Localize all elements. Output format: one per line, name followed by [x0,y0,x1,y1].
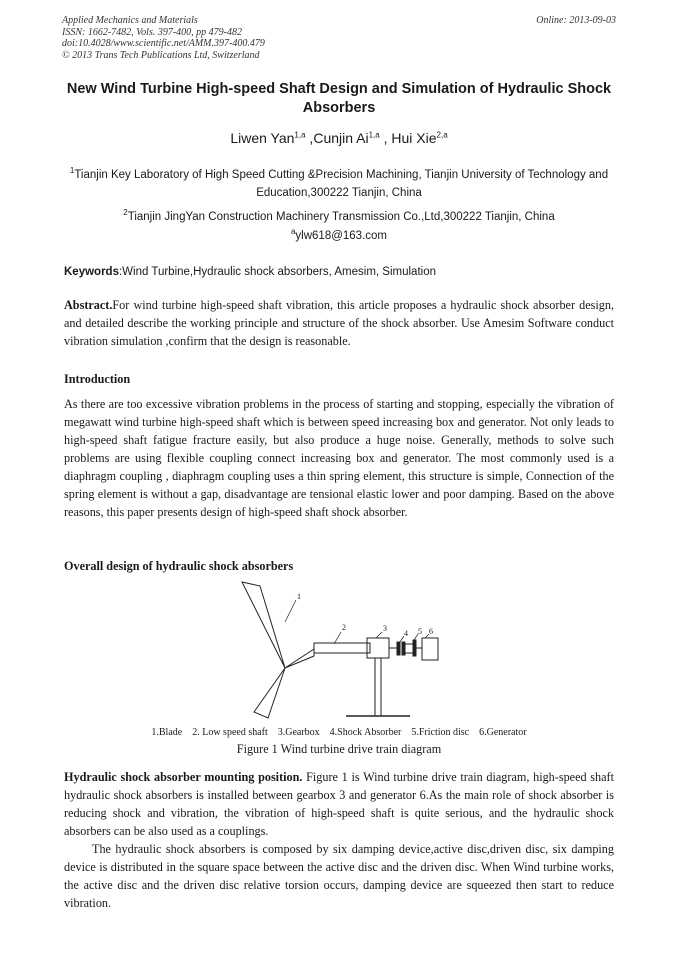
author-sup: 1,a [294,130,306,140]
journal-name: Applied Mechanics and Materials [62,15,198,26]
label-2: 2 [342,623,346,632]
shock-absorber [405,644,413,653]
figure-legend: 1.Blade 2. Low speed shaft 3.Gearbox 4.Shock Absorber 5.Friction disc 6.Generator [151,727,527,738]
doi-line: doi:10.4028/www.scientific.net/AMM.397-400.479 [62,38,265,49]
label-6: 6 [429,627,433,636]
author-sup: 2,a [436,130,448,140]
leader-1 [285,600,296,622]
paper-title: New Wind Turbine High-speed Shaft Design and Simulation of Hydraulic Shock Absorbers [66,81,612,116]
abstract-text: For wind turbine high-speed shaft vibration, this article proposes a hydraulic shock absorber design, and detailed describe the working principle and structure of the shock absorber. Use Amesim Software conduct vibration simulation ,confirm that the design is reasonable. [64,298,614,348]
email-sup: a [290,227,296,237]
affiliation-2 [60,208,618,226]
issn-line: ISSN: 1662-7482, Vols. 397-400, pp 479-482 [62,26,242,38]
introduction-text: As there are too excessive vibration problems in the process of starting and stopping, especially the vibration of megawatt wind turbine high-speed shaft which is between speed increasing box and generator. Not only leads to high-speed shaft fatigue fracture easily, but also produce a huge noise. Generally, methods to solve such problems are using flexible coupling connect increasing box and generator. The most commonly used is a diaphragm coupling , diaphragm coupling uses a thin spring element, this structure is simple, Connection of the spring element is without a gap, disadvantage are tensional elastic lower and poor damping. Based on the above reasons, this paper presents design of high-speed shaft shock absorber. [64,397,614,519]
mounting-label: Hydraulic shock absorber mounting position. [64,770,303,784]
affiliation-text: Tianjin Key Laboratory of High Speed Cutting &Precision Machining, Tianjin University of Technology and Education,300222 Tianjin, China [74,169,609,199]
introduction-heading: Introduction [64,372,131,386]
online-date: Online: 2013-09-03 [536,15,616,26]
hub [285,649,314,668]
mounting-text: Figure 1 is Wind turbine drive train diagram, high-speed shaft hydraulic shock absorbers is installed between gearbox 3 and generator 6.As the main role of shock absorber is reducing shock and vibration, the vibration of high-speed shaft is quite serious, and the hydraulic shock absorbers can be also used as a couplings. [64,770,614,838]
label-5: 5 [418,627,422,636]
keywords [64,266,614,278]
label-3: 3 [383,624,387,633]
keywords-label: Keywords [64,266,119,278]
affiliation-sup: 2 [123,208,128,218]
journal-header [62,15,616,61]
abstract [64,296,614,350]
author-name: Liwen Yan [230,130,295,146]
generator [422,638,438,660]
affiliation-sup: 1 [69,166,75,176]
author-name: Cunjin Ai [313,130,369,146]
keywords-text: :Wind Turbine,Hydraulic shock absorbers, Amesim, Simulation [118,266,436,278]
email-line [60,227,618,245]
upper-blade [242,582,285,668]
label-1: 1 [297,592,301,601]
mounting-paragraph [64,768,614,840]
copyright-line: © 2013 Trans Tech Publications Ltd, Switzerland [62,49,260,61]
email-text: ylw618@163.com [295,230,388,242]
label-4: 4 [404,629,408,638]
abstract-label: Abstract. [64,298,113,312]
friction-disc [413,640,416,656]
overall-heading: Overall design of hydraulic shock absorbers [64,559,294,573]
leader-3 [376,632,382,638]
author-sup: 1,a [368,130,380,140]
figure-caption: Figure 1 Wind turbine drive train diagram [236,742,442,756]
leader-2 [334,632,341,644]
drive-train-diagram [64,580,614,725]
low-speed-shaft [314,643,370,653]
affiliation-1 [60,166,618,202]
shock-absorber-disc-a [397,642,400,655]
lower-blade [254,668,285,718]
author-list: Liwen Yan$^{1,a}$ ,Cunjin Ai$^{1,a}$ , Hui Xie$^{2,a}$ [230,130,448,146]
composition-paragraph: The hydraulic shock absorbers is composed by six damping device,active disc,driven disc, six damping device is distributed in the square space between the active disc and the driven disc. When Wind turbine works, the active disc and the driven disc relative torsion occurs, damping device are squeezed then start to reduce vibration. [64,842,614,910]
author-name: Hui Xie [391,130,437,146]
affiliation-text: Tianjin JingYan Construction Machinery Transmission Co.,Ltd,300222 Tianjin, China [127,211,555,223]
